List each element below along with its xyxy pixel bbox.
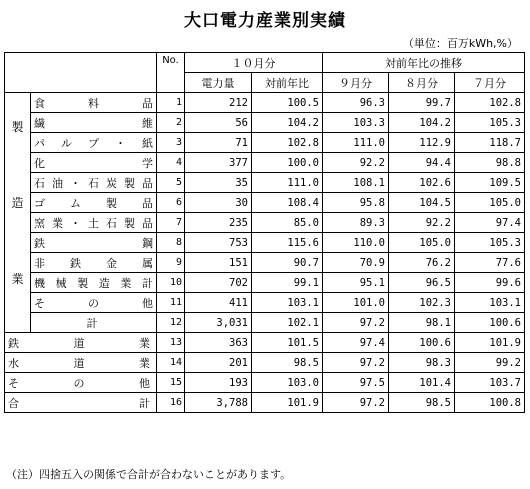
row-label: 石油・石炭製品 bbox=[31, 173, 157, 193]
row-label: 鉄道業 bbox=[5, 333, 157, 353]
row-no: 9 bbox=[157, 253, 185, 273]
header-trend: 対前年比の推移 bbox=[323, 53, 525, 73]
row-yoy: 100.0 bbox=[252, 153, 323, 173]
row-yoy: 99.1 bbox=[252, 273, 323, 293]
header-blank bbox=[5, 53, 157, 93]
row-m7: 101.9 bbox=[455, 333, 525, 353]
table-row bbox=[5, 353, 525, 373]
electricity-table bbox=[4, 52, 525, 413]
row-m9: 97.5 bbox=[323, 373, 389, 393]
row-m9: 95.1 bbox=[323, 273, 389, 293]
row-yoy: 100.5 bbox=[252, 93, 323, 113]
row-power: 411 bbox=[185, 293, 252, 313]
row-no: 4 bbox=[157, 153, 185, 173]
row-label: 窯業・土石製品 bbox=[31, 213, 157, 233]
row-power: 151 bbox=[185, 253, 252, 273]
row-m9: 89.3 bbox=[323, 213, 389, 233]
table-row bbox=[5, 253, 525, 273]
row-yoy: 103.0 bbox=[252, 373, 323, 393]
table-row bbox=[5, 293, 525, 313]
row-label: その他 bbox=[5, 373, 157, 393]
row-yoy: 104.2 bbox=[252, 113, 323, 133]
table-row bbox=[5, 173, 525, 193]
row-label: 計 bbox=[31, 313, 157, 333]
row-m7: 100.6 bbox=[455, 313, 525, 333]
table-row bbox=[5, 233, 525, 253]
row-m9: 70.9 bbox=[323, 253, 389, 273]
row-m8: 76.2 bbox=[389, 253, 455, 273]
row-no: 6 bbox=[157, 193, 185, 213]
row-m8: 98.5 bbox=[389, 393, 455, 413]
row-yoy: 101.9 bbox=[252, 393, 323, 413]
row-m9: 111.0 bbox=[323, 133, 389, 153]
row-m7: 102.8 bbox=[455, 93, 525, 113]
sector-manufacturing bbox=[5, 93, 31, 333]
row-yoy: 115.6 bbox=[252, 233, 323, 253]
row-no: 16 bbox=[157, 393, 185, 413]
row-m7: 103.7 bbox=[455, 373, 525, 393]
row-no: 12 bbox=[157, 313, 185, 333]
row-power: 71 bbox=[185, 133, 252, 153]
row-m7: 99.2 bbox=[455, 353, 525, 373]
row-label: 鉄鋼 bbox=[31, 233, 157, 253]
row-m8: 101.4 bbox=[389, 373, 455, 393]
header-power: 電力量 bbox=[185, 73, 252, 93]
row-m7: 105.0 bbox=[455, 193, 525, 213]
row-power: 3,788 bbox=[185, 393, 252, 413]
table-row bbox=[5, 313, 525, 333]
row-label: 化学 bbox=[31, 153, 157, 173]
table-row bbox=[5, 333, 525, 353]
row-m7: 118.7 bbox=[455, 133, 525, 153]
row-m9: 108.1 bbox=[323, 173, 389, 193]
row-m9: 95.8 bbox=[323, 193, 389, 213]
row-m8: 112.9 bbox=[389, 133, 455, 153]
table-row bbox=[5, 373, 525, 393]
row-no: 8 bbox=[157, 233, 185, 253]
row-m8: 94.4 bbox=[389, 153, 455, 173]
row-m8: 98.1 bbox=[389, 313, 455, 333]
sector-char bbox=[5, 175, 30, 194]
row-yoy: 102.8 bbox=[252, 133, 323, 153]
row-label: 合計 bbox=[5, 393, 157, 413]
row-power: 753 bbox=[185, 233, 252, 253]
row-m7: 105.3 bbox=[455, 233, 525, 253]
row-m8: 100.6 bbox=[389, 333, 455, 353]
row-power: 193 bbox=[185, 373, 252, 393]
row-m8: 105.0 bbox=[389, 233, 455, 253]
table-row bbox=[5, 93, 525, 113]
row-m8: 102.6 bbox=[389, 173, 455, 193]
row-no: 15 bbox=[157, 373, 185, 393]
row-label: パルプ・紙 bbox=[31, 133, 157, 153]
row-no: 13 bbox=[157, 333, 185, 353]
row-m8: 96.5 bbox=[389, 273, 455, 293]
row-yoy: 111.0 bbox=[252, 173, 323, 193]
sector-char bbox=[5, 213, 30, 232]
row-power: 377 bbox=[185, 153, 252, 173]
table-row bbox=[5, 193, 525, 213]
row-m8: 98.3 bbox=[389, 353, 455, 373]
row-power: 35 bbox=[185, 173, 252, 193]
row-no: 5 bbox=[157, 173, 185, 193]
row-power: 30 bbox=[185, 193, 252, 213]
sector-char bbox=[5, 99, 30, 118]
table-row bbox=[5, 393, 525, 413]
sector-char bbox=[5, 251, 30, 270]
row-m7: 100.8 bbox=[455, 393, 525, 413]
row-yoy: 90.7 bbox=[252, 253, 323, 273]
sector-char: 製 bbox=[11, 119, 24, 134]
row-m7: 109.5 bbox=[455, 173, 525, 193]
row-label: 機械製造業計 bbox=[31, 273, 157, 293]
row-m8: 104.5 bbox=[389, 193, 455, 213]
row-yoy: 98.5 bbox=[252, 353, 323, 373]
row-m7: 77.6 bbox=[455, 253, 525, 273]
table-row bbox=[5, 213, 525, 233]
table-row bbox=[5, 113, 525, 133]
row-m9: 92.2 bbox=[323, 153, 389, 173]
row-m7: 97.4 bbox=[455, 213, 525, 233]
row-m9: 101.0 bbox=[323, 293, 389, 313]
row-m8: 92.2 bbox=[389, 213, 455, 233]
header-m7: ７月分 bbox=[455, 73, 525, 93]
row-m8: 99.7 bbox=[389, 93, 455, 113]
row-no: 11 bbox=[157, 293, 185, 313]
header-row-1 bbox=[5, 53, 525, 73]
row-m9: 97.2 bbox=[323, 353, 389, 373]
row-no: 3 bbox=[157, 133, 185, 153]
table-row bbox=[5, 153, 525, 173]
row-power: 235 bbox=[185, 213, 252, 233]
row-m9: 97.2 bbox=[323, 393, 389, 413]
sector-char: 造 bbox=[11, 195, 24, 210]
row-no: 2 bbox=[157, 113, 185, 133]
row-m8: 104.2 bbox=[389, 113, 455, 133]
row-label: ゴム製品 bbox=[31, 193, 157, 213]
row-label: 繊維 bbox=[31, 113, 157, 133]
row-no: 1 bbox=[157, 93, 185, 113]
sector-char bbox=[5, 308, 30, 327]
table-row bbox=[5, 273, 525, 293]
header-yoy: 対前年比 bbox=[252, 73, 323, 93]
unit-label: （単位：百万kWh,%） bbox=[402, 37, 518, 50]
row-label: その他 bbox=[31, 293, 157, 313]
sector-char bbox=[5, 156, 30, 175]
row-power: 201 bbox=[185, 353, 252, 373]
row-no: 7 bbox=[157, 213, 185, 233]
header-m9: ９月分 bbox=[323, 73, 389, 93]
row-yoy: 85.0 bbox=[252, 213, 323, 233]
row-yoy: 102.1 bbox=[252, 313, 323, 333]
row-m7: 105.3 bbox=[455, 113, 525, 133]
sector-char bbox=[5, 289, 30, 308]
row-m7: 103.1 bbox=[455, 293, 525, 313]
row-m9: 97.2 bbox=[323, 313, 389, 333]
row-m9: 103.3 bbox=[323, 113, 389, 133]
header-no: No. bbox=[157, 53, 185, 93]
row-power: 56 bbox=[185, 113, 252, 133]
sector-char bbox=[5, 232, 30, 251]
row-m9: 110.0 bbox=[323, 233, 389, 253]
row-m7: 99.6 bbox=[455, 273, 525, 293]
row-label: 水道業 bbox=[5, 353, 157, 373]
header-m8: ８月分 bbox=[389, 73, 455, 93]
row-m9: 96.3 bbox=[323, 93, 389, 113]
header-month: １０月分 bbox=[185, 53, 323, 73]
row-yoy: 108.4 bbox=[252, 193, 323, 213]
row-yoy: 103.1 bbox=[252, 293, 323, 313]
row-no: 10 bbox=[157, 273, 185, 293]
row-power: 3,031 bbox=[185, 313, 252, 333]
row-m7: 98.8 bbox=[455, 153, 525, 173]
row-m9: 97.4 bbox=[323, 333, 389, 353]
row-no: 14 bbox=[157, 353, 185, 373]
table-row bbox=[5, 133, 525, 153]
row-power: 363 bbox=[185, 333, 252, 353]
footnote: （注）四捨五入の関係で合計が合わないことがあります。 bbox=[6, 468, 292, 481]
row-label: 食料品 bbox=[31, 93, 157, 113]
sector-char: 業 bbox=[11, 271, 24, 286]
row-yoy: 101.5 bbox=[252, 333, 323, 353]
row-power: 702 bbox=[185, 273, 252, 293]
sector-char bbox=[5, 137, 30, 156]
row-m8: 102.3 bbox=[389, 293, 455, 313]
row-power: 212 bbox=[185, 93, 252, 113]
row-label: 非鉄金属 bbox=[31, 253, 157, 273]
page-title: 大口電力産業別実績 bbox=[184, 11, 346, 31]
